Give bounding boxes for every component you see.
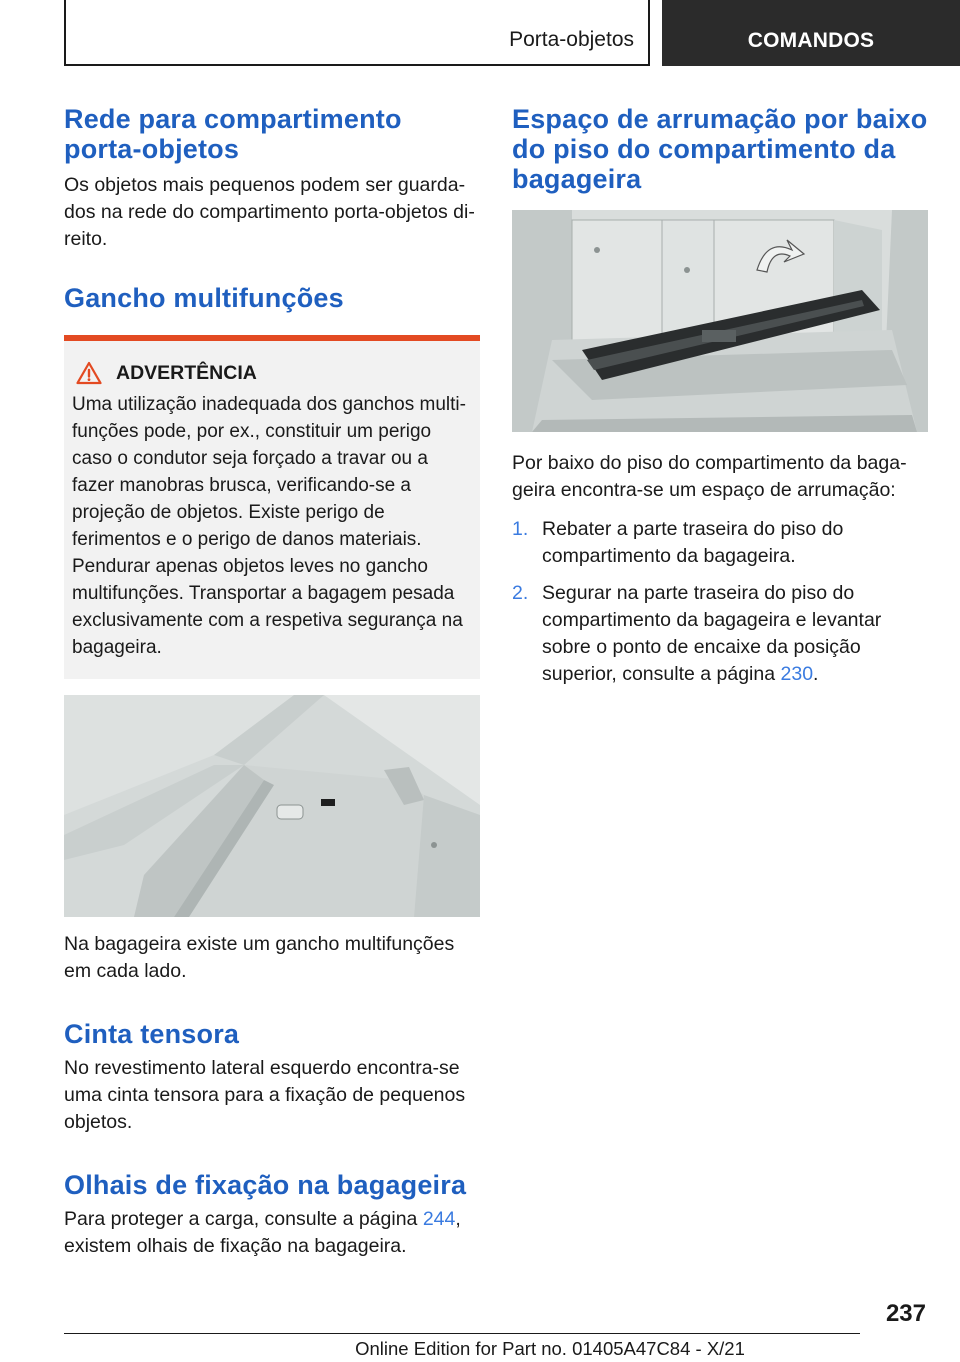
heading-gancho: Gancho multifunções [64,283,344,313]
image-multifunction-hook [64,695,480,917]
step-text-tail: . [813,663,819,685]
right-column [512,104,928,698]
paragraph-olhais-start: Para proteger a carga, consulte a página [64,1208,423,1230]
warning-text: Uma utilização inadequada dos ganchos multifunções pode, por ex., constituir um perigo caso o condutor seja forçado a travar ou a fazer manobras brusca, verificando-se a projeção de objetos. Existe perigo de ferimentos e o perigo de danos materiais. Pendurar apenas objetos leves no gancho multifunções. Transportar a bagagem pesada exclusivamente com a respetiva segurança na bagageira. [72,394,466,658]
footer-divider [64,1333,860,1334]
page-number: 237 [885,1300,926,1327]
warning-box [64,335,480,679]
trunk-floor-illustration [512,210,928,432]
chapter-tab-label: COMANDOS [747,29,875,52]
heading-olhais: Olhais de fixação na bagageira [64,1170,467,1200]
heading-rede: Rede para compartimento porta-objetos [64,104,402,164]
step-text: Segurar na parte traseira do piso do compartimento da bagageira e levantar sobre o ponto de encaixe da posição superior, consulte a página [542,582,882,685]
warning-title: ADVERTÊNCIA [116,361,257,384]
paragraph-cinta: No revestimento lateral esquerdo encontra-se uma cinta tensora para a fixação de pequenos objetos. [64,1057,466,1133]
warning-triangle-icon [76,361,102,385]
step-number: 2. [512,582,529,604]
heading-cinta: Cinta tensora [64,1019,240,1049]
step-number: 1. [512,518,529,540]
list-item [512,516,928,570]
paragraph-olhais-end: , existem olhais de fixação na bagageira. [64,1208,461,1257]
page-header [0,0,960,66]
section-title: Porta-objetos [509,28,634,51]
paragraph-espaco: Por baixo do piso do compartimento da bagageira encontra-se um espaço de arrumação: [512,452,907,501]
paragraph-olhais [64,1206,480,1260]
warning-title-row [72,361,472,385]
footer-edition: Online Edition for Part no. 01405A47C84 - X/21 [355,1338,745,1359]
section-header-box [64,0,650,66]
image-underfloor-storage [512,210,928,432]
chapter-tab [662,0,960,66]
page-link-244[interactable]: 244 [422,1208,456,1230]
left-column [64,104,480,1260]
paragraph-rede: Os objetos mais pequenos podem ser guardados na rede do compartimento porta-objetos direito. [64,174,475,250]
heading-espaco: Espaço de arrumação por baixo do piso do compartimento da bagageira [512,104,928,194]
step-text: Rebater a parte traseira do piso do compartimento da bagageira. [542,518,844,567]
page-link-230[interactable]: 230 [780,663,814,685]
paragraph-gancho: Na bagageira existe um gancho multifunções em cada lado. [64,933,455,982]
trunk-hook-illustration [64,695,480,917]
list-item [512,580,928,688]
steps-list [512,516,928,688]
